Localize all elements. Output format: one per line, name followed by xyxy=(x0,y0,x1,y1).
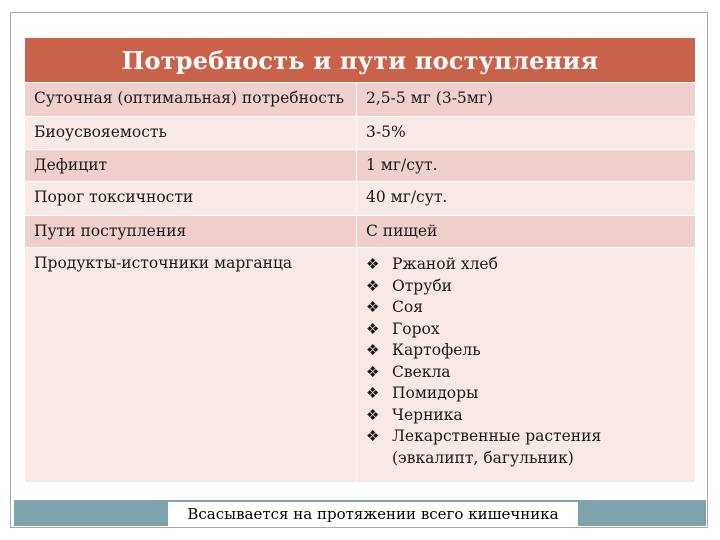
row-label: Порог токсичности xyxy=(25,182,357,215)
list-item: ❖ Отруби xyxy=(366,276,686,298)
diamond-bullet-icon: ❖ xyxy=(366,341,380,359)
list-item: ❖ Ржаной хлеб xyxy=(366,254,686,276)
list-item: ❖ Горох xyxy=(366,319,686,341)
diamond-bullet-icon: ❖ xyxy=(366,255,380,273)
row-value xyxy=(357,248,695,482)
footer-caption: Всасывается на протяжении всего кишечника xyxy=(168,502,578,526)
diamond-bullet-icon: ❖ xyxy=(366,298,380,316)
list-item: ❖ Помидоры xyxy=(366,383,686,405)
list-item: ❖ Свекла xyxy=(366,362,686,384)
product-list xyxy=(366,254,686,469)
table-row xyxy=(25,215,695,247)
row-value: 3-5% xyxy=(366,123,406,141)
table-row xyxy=(25,116,695,149)
table-title: Потребность и пути поступления xyxy=(25,38,695,82)
table-row xyxy=(25,82,695,116)
list-item: ❖ Соя xyxy=(366,297,686,319)
list-item: ❖ Картофель xyxy=(366,340,686,362)
row-label: Пути поступления xyxy=(25,216,357,247)
list-item: ❖ Лекарственные растения xyxy=(366,426,686,448)
row-label: Суточная (оптимальная) потребность xyxy=(25,83,357,116)
row-label: Биоусвояемость xyxy=(25,117,357,149)
table-row xyxy=(25,181,695,215)
diamond-bullet-icon: ❖ xyxy=(366,362,380,381)
row-value: С пищей xyxy=(366,222,438,240)
row-value: 40 мг/сут. xyxy=(366,188,448,206)
list-item: ❖ Черника xyxy=(366,405,686,427)
row-value: 1 мг/сут. xyxy=(366,156,438,174)
diamond-bullet-icon: ❖ xyxy=(366,319,380,338)
table-row xyxy=(25,247,695,482)
table-row xyxy=(25,149,695,181)
list-item: (эвкалипт, багульник) xyxy=(392,448,574,467)
row-label: Продукты-источники марганца xyxy=(25,248,357,482)
diamond-bullet-icon: ❖ xyxy=(366,384,380,402)
diamond-bullet-icon: ❖ xyxy=(366,427,380,445)
info-table xyxy=(25,38,695,482)
row-label: Дефицит xyxy=(25,150,357,181)
diamond-bullet-icon: ❖ xyxy=(366,276,380,295)
row-value: 2,5-5 мг (3-5мг) xyxy=(366,89,494,107)
diamond-bullet-icon: ❖ xyxy=(366,405,380,424)
